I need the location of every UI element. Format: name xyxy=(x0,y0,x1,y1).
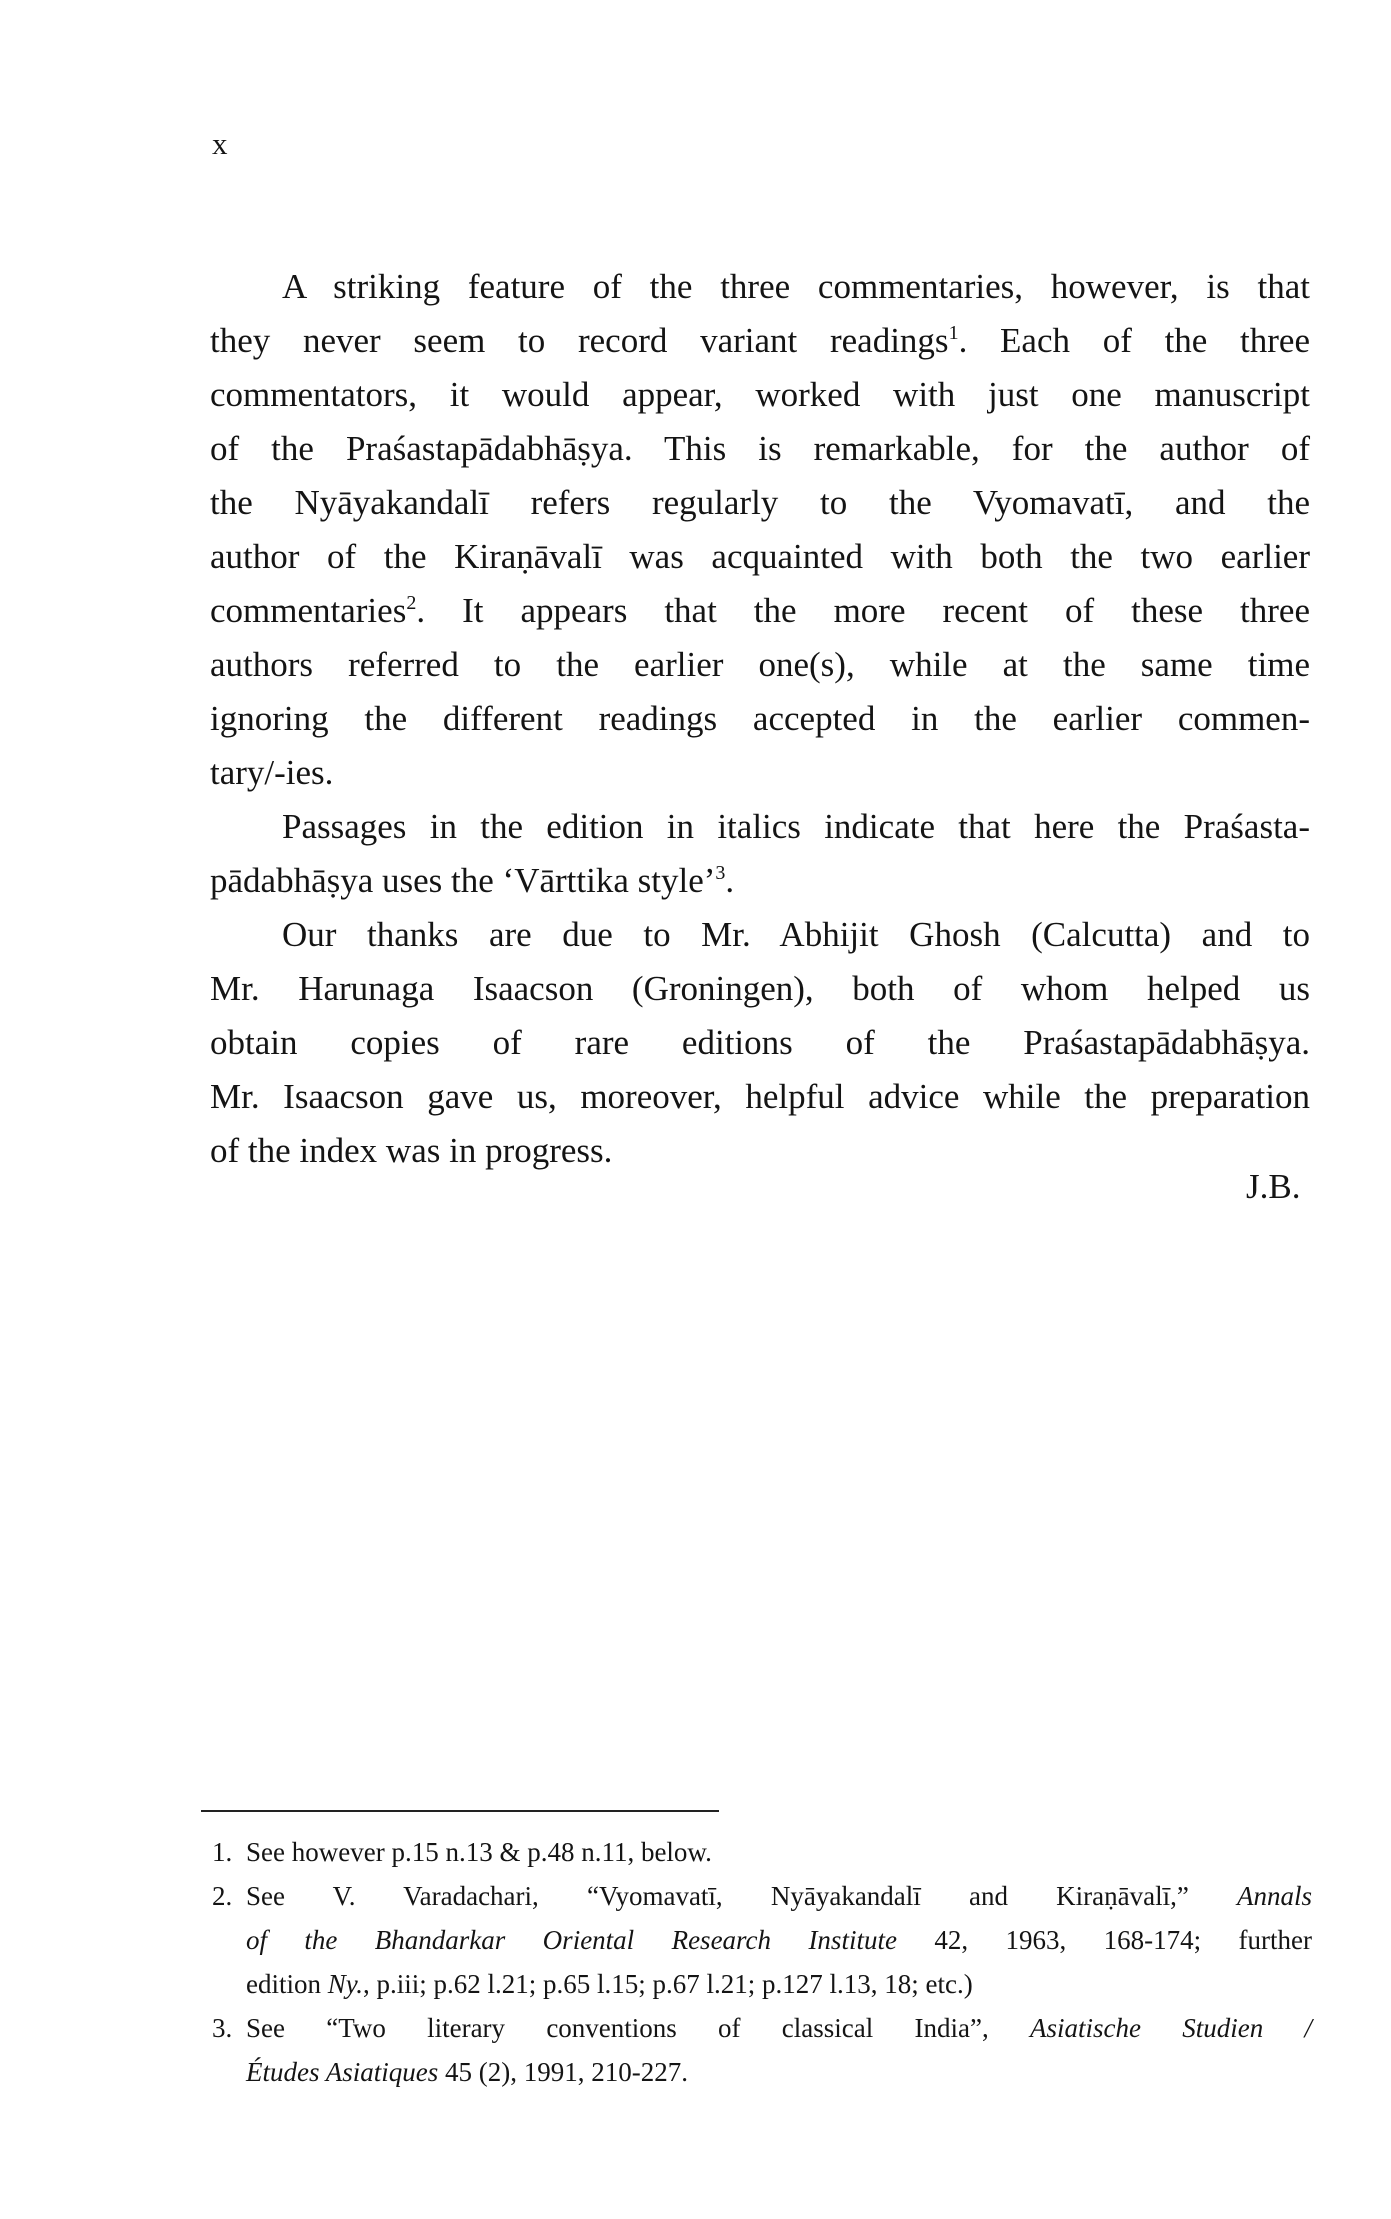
footnote-italic-text: Études Asiatiques xyxy=(246,2057,439,2087)
footnote-text: 42, 1963, 168-174; further xyxy=(896,1925,1313,1955)
text-line-content: of the Praśastapādabhāṣya. This is remarkable, for the author of xyxy=(210,429,1310,468)
paragraph-1 xyxy=(210,260,1310,800)
text-line-content: commentaries xyxy=(210,591,407,630)
footnotes xyxy=(212,1830,1312,2094)
text-line xyxy=(210,908,1310,962)
footnote-line xyxy=(246,2050,1312,2094)
text-line-content: of the index was in progress. xyxy=(210,1131,613,1170)
text-line-content: author of the Kiraṇāvalī was acquainted with both the two earlier xyxy=(210,537,1310,576)
footnote-1 xyxy=(212,1830,1312,1874)
paragraph-2 xyxy=(210,800,1310,908)
text-line xyxy=(210,854,1310,908)
footnote-text: See V. Varadachari, “Vyomavatī, Nyāyakandalī and Kiraṇāvalī,” xyxy=(246,1881,1237,1911)
text-line xyxy=(210,476,1310,530)
text-line xyxy=(210,638,1310,692)
text-line-content: . Each of the three xyxy=(958,321,1310,360)
text-line xyxy=(210,368,1310,422)
text-line-content: pādabhāṣya uses the ‘Vārttika style’ xyxy=(210,861,716,900)
footnote-ref-2[interactable]: 2 xyxy=(406,592,417,614)
footnote-line xyxy=(246,2006,1312,2050)
text-line-content: Mr. Isaacson gave us, moreover, helpful advice while the preparation xyxy=(210,1077,1310,1116)
text-line xyxy=(210,314,1310,368)
body-text xyxy=(210,260,1310,1178)
footnote-text: edition xyxy=(246,1969,328,1999)
text-line-content: they never seem to record variant readings xyxy=(210,321,949,360)
footnote-line xyxy=(246,1962,1312,2006)
footnote-italic-text: Annals xyxy=(1236,1881,1312,1911)
text-line xyxy=(210,962,1310,1016)
text-line-content: authors referred to the earlier one(s), while at the same time xyxy=(210,645,1310,684)
footnote-italic-text: of the Bhandarkar Oriental Research Institute xyxy=(246,1925,897,1955)
text-line xyxy=(210,530,1310,584)
page-number: x xyxy=(212,126,228,161)
footnote-2 xyxy=(212,1874,1312,2006)
signature: J.B. xyxy=(1246,1167,1301,1206)
footnote-text: , p.iii; p.62 l.21; p.65 l.15; p.67 l.21; p.127 l.13, 18; etc.) xyxy=(363,1969,973,1999)
footnote-number: 3. xyxy=(212,2013,233,2043)
text-line-content: . xyxy=(725,861,735,900)
footnote-italic-text: Ny. xyxy=(327,1969,364,1999)
text-line-content: . It appears that the more recent of these three xyxy=(416,591,1310,630)
footnote-italic-text: Asiatische Studien / xyxy=(1030,2013,1312,2043)
footnote-line xyxy=(246,1918,1312,1962)
text-line-content: commentators, it would appear, worked with just one manuscript xyxy=(210,375,1310,414)
footnote-number: 1. xyxy=(212,1837,233,1867)
footnote-text: 45 (2), 1991, 210-227. xyxy=(438,2057,688,2087)
text-line-content: Our thanks are due to Mr. Abhijit Ghosh (Calcutta) and to xyxy=(282,915,1310,954)
text-line-content: the Nyāyakandalī refers regularly to the Vyomavatī, and the xyxy=(210,483,1310,522)
text-line xyxy=(210,746,1310,800)
paragraph-3 xyxy=(210,908,1310,1178)
text-line-content: Mr. Harunaga Isaacson (Groningen), both of whom helped us xyxy=(210,969,1310,1008)
text-line-content: A striking feature of the three commentaries, however, is that xyxy=(282,267,1310,306)
text-line xyxy=(210,422,1310,476)
text-line-content: tary/-ies. xyxy=(210,753,334,792)
text-line-content: Passages in the edition in italics indicate that here the Praśasta- xyxy=(282,807,1310,846)
text-line xyxy=(210,584,1310,638)
text-line xyxy=(210,260,1310,314)
footnote-3 xyxy=(212,2006,1312,2094)
footnote-text: See “Two literary conventions of classical India”, xyxy=(246,2013,1030,2043)
footnote-ref-1[interactable]: 1 xyxy=(948,322,959,344)
footnote-number: 2. xyxy=(212,1881,233,1911)
text-line-content: obtain copies of rare editions of the Praśastapādabhāṣya. xyxy=(210,1023,1310,1062)
footnote-text: See however p.15 n.13 & p.48 n.11, below. xyxy=(246,1837,712,1867)
footnote-line xyxy=(246,1830,1312,1874)
footnote-divider xyxy=(201,1810,719,1812)
text-line xyxy=(210,1070,1310,1124)
footnote-ref-3[interactable]: 3 xyxy=(715,862,726,884)
text-line-content: ignoring the different readings accepted in the earlier commen- xyxy=(210,699,1310,738)
text-line xyxy=(210,1124,1310,1178)
text-line xyxy=(210,800,1310,854)
text-line xyxy=(210,1016,1310,1070)
footnote-line xyxy=(246,1874,1312,1918)
text-line xyxy=(210,692,1310,746)
